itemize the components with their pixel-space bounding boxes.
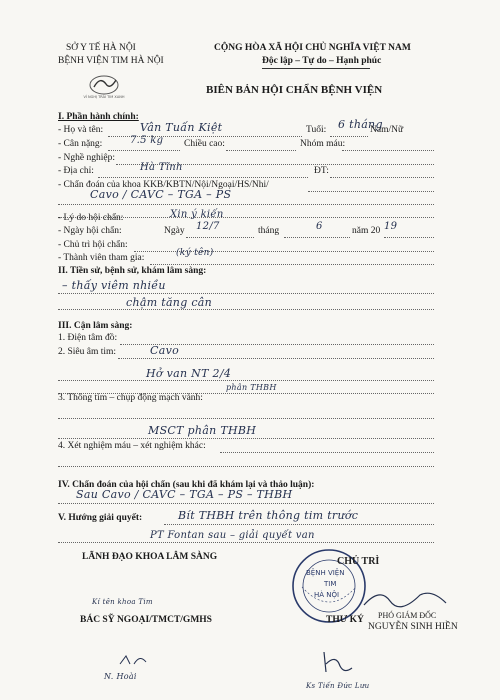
doctor-signature-mark	[116, 650, 156, 670]
age-value: 6 tháng	[338, 118, 383, 131]
weight-label: - Cân nặng:	[58, 139, 103, 149]
lab-line-1	[220, 452, 434, 453]
echo-line-2-text: Hở van NT 2/4	[146, 367, 232, 380]
stamp-line-2: BỆNH VIỆN	[306, 569, 345, 577]
secretary-title: THƯ KÝ	[326, 615, 364, 625]
section3-heading: III. Cận lâm sàng:	[58, 321, 133, 331]
section5-line-1	[164, 524, 434, 525]
doctor-title: BÁC SỸ NGOẠI/TMCT/GMHS	[80, 615, 212, 625]
lab-label: 4. Xét nghiệm máu – xét nghiệm khác:	[58, 441, 206, 451]
dept-head-signature: Kí tên khoa Tim	[92, 598, 153, 606]
section5-line-1-text: Bít THBH trên thông tim trước	[178, 509, 359, 522]
svg-text:VÌ NGHỊ TRÁI TIM XANH: VÌ NGHỊ TRÁI TIM XANH	[83, 95, 125, 99]
nation-name: CỘNG HÒA XÃ HỘI CHỦ NGHĨA VIỆT NAM	[214, 43, 411, 53]
hospital-logo	[78, 74, 130, 100]
diagnosis-line-a	[308, 191, 434, 192]
history-line-2	[58, 309, 434, 310]
lab-line-2	[58, 466, 434, 467]
section5-line-2	[58, 542, 434, 543]
section5-heading: V. Hướng giải quyết:	[58, 513, 143, 523]
day-value: 12/7	[196, 221, 220, 232]
name-label: - Họ và tên:	[58, 125, 104, 135]
chair-title: CHỦ TRÌ	[337, 556, 380, 567]
echo-label: 2. Siêu âm tim:	[58, 347, 117, 357]
cath-label: 3. Thông tim – chụp động mạch vành:	[58, 393, 203, 403]
section1-heading: I. Phần hành chính:	[58, 112, 139, 122]
deputy-name: NGUYỄN SINH HIỀN	[368, 622, 458, 632]
echo-line-2	[58, 380, 434, 381]
blood-label: Nhóm máu:	[300, 139, 346, 149]
echo-line-1	[118, 358, 434, 359]
secretary-signature-mark	[318, 648, 358, 676]
document-title: BIÊN BẢN HỘI CHẨN BỆNH VIỆN	[206, 84, 383, 96]
weight-value: 7.5 kg	[130, 135, 164, 146]
member-line	[150, 264, 434, 265]
member-label: - Thành viên tham gia:	[58, 253, 145, 263]
section5-line-2-text: PT Fontan sau – giải quyết van	[150, 530, 315, 541]
diagnosis-line-b	[58, 204, 434, 205]
age-label: Tuổi:	[306, 125, 327, 135]
year-label: năm 20	[352, 226, 381, 236]
ministry-name: SỞ Y TẾ HÀ NỘI	[66, 43, 136, 53]
age-line	[330, 136, 368, 137]
day-label: Ngày	[164, 226, 185, 236]
name-value: Vân Tuấn Kiệt	[140, 121, 223, 134]
hospital-name: BỆNH VIỆN TIM HÀ NỘI	[58, 56, 164, 66]
doctor-signature: N. Hoài	[104, 672, 137, 681]
chair-label: - Chủ trì hội chẩn:	[58, 240, 128, 250]
day-line	[186, 237, 254, 238]
member-value: (ký tên)	[176, 248, 214, 258]
phone-line	[330, 177, 434, 178]
month-value: 6	[316, 221, 323, 232]
reason-label: - Lý do hội chẩn:	[58, 213, 124, 223]
motto: Độc lập – Tự do – Hạnh phúc	[262, 56, 382, 66]
stamp-line-4: HÀ NỘI	[314, 591, 340, 599]
section4-line	[58, 503, 434, 504]
cath-value: MSCT phân THBH	[148, 424, 257, 437]
history-line-1-text: – thấy viêm nhiều	[62, 279, 166, 292]
address-label: - Địa chỉ:	[58, 166, 94, 176]
year-value: 19	[384, 221, 398, 232]
height-label: Chiều cao:	[184, 139, 225, 149]
motto-underline	[262, 68, 370, 69]
reason-value: Xin ý kiến	[170, 209, 224, 220]
stamp-line-3: TIM	[324, 580, 337, 588]
diagnosis-value: Cavo / CAVC – TGA – PS	[90, 188, 232, 201]
date-label: - Ngày hội chẩn:	[58, 226, 122, 236]
sex-options: Nam/Nữ	[370, 125, 404, 135]
dept-head-title: LÃNH ĐẠO KHOA LÂM SÀNG	[82, 552, 218, 562]
secretary-signature: Ks Tiến Đức Lưu	[306, 682, 370, 690]
section4-heading: IV. Chẩn đoán của hội chẩn (sau khi đã khám lại và thảo luận):	[58, 480, 315, 490]
history-line-1	[58, 293, 434, 294]
cath-line-1	[58, 418, 434, 419]
section2-heading: II. Tiền sử, bệnh sử, khám lâm sàng:	[58, 266, 207, 276]
cath-line-2	[58, 438, 434, 439]
deputy-title: PHÓ GIÁM ĐỐC	[378, 611, 437, 620]
diagnosis-label: - Chẩn đoán của khoa KKB/KBTN/Nội/Ngoại/HS/Nhi/	[58, 180, 269, 190]
weight-line	[108, 150, 180, 151]
phone-label: ĐT:	[314, 166, 329, 176]
section4-value: Sau Cavo / CAVC – TGA – PS – THBH	[76, 488, 293, 501]
echo-line-1-text: Cavo	[150, 344, 180, 357]
month-label: tháng	[258, 226, 280, 236]
echo-line-3-text: phân THBH	[226, 383, 277, 392]
height-line	[226, 150, 296, 151]
address-line	[98, 177, 308, 178]
month-line	[284, 237, 350, 238]
ecg-label: 1. Điện tâm đồ:	[58, 333, 118, 343]
history-line-2-text: chậm tăng cân	[126, 296, 213, 309]
deputy-signature	[360, 585, 450, 613]
address-value: Hà Tĩnh	[140, 162, 183, 173]
job-label: - Nghề nghiệp:	[58, 153, 115, 163]
blood-line	[342, 150, 434, 151]
year-line	[384, 237, 434, 238]
